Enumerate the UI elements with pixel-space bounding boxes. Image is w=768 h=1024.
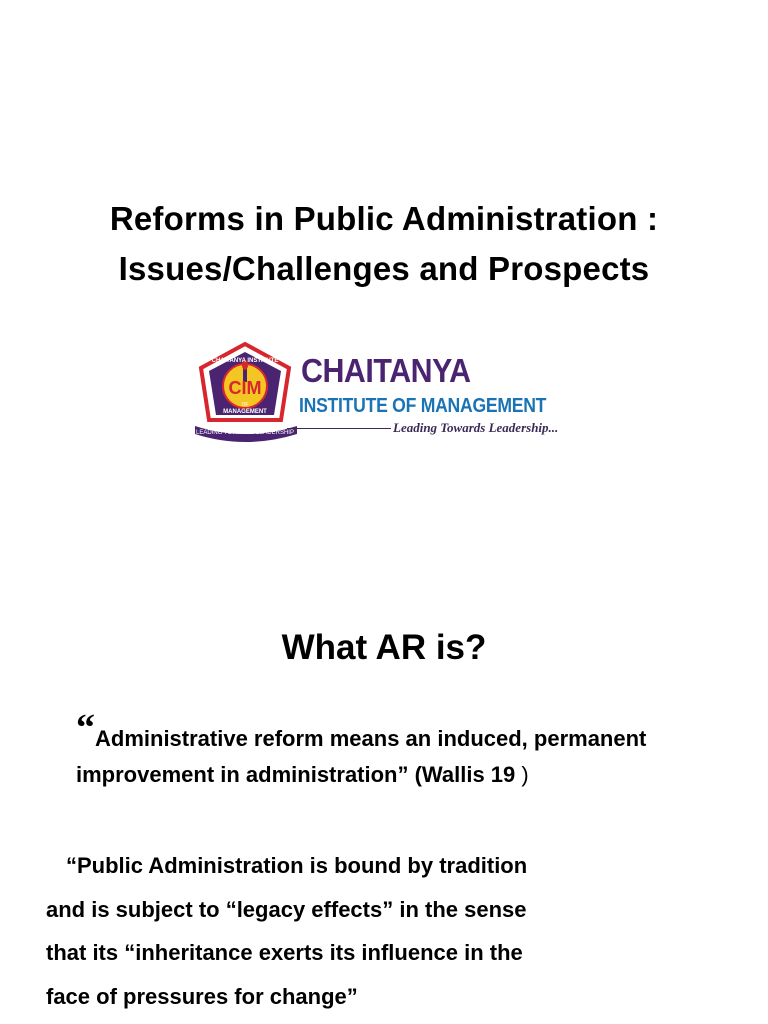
quote-text: Administrative reform means an induced, permanent improvement in administration” (Wallis 19 bbox=[76, 726, 647, 787]
title-line-1: Reforms in Public Administration : bbox=[109, 200, 659, 237]
title-line-2: Issues/Challenges and Prospects bbox=[118, 250, 650, 287]
slide-2 bbox=[0, 520, 768, 1024]
emblem-top-text: CHAITANYA INSTITUTE bbox=[211, 358, 279, 364]
quote-tradition bbox=[46, 844, 746, 1018]
emblem-management: MANAGEMENT bbox=[223, 409, 267, 415]
quote-line: “Public Administration is bound by tradition bbox=[66, 853, 528, 878]
emblem-ribbon-text: LEADING TOWARDS LEADERSHIP bbox=[196, 430, 294, 436]
quote-line: that its “inheritance exerts its influence in the bbox=[46, 940, 523, 965]
logo-subtitle: INSTITUTE OF MANAGEMENT bbox=[299, 395, 547, 417]
quote-line: face of pressures for change” bbox=[46, 983, 358, 1009]
logo-divider bbox=[287, 428, 391, 429]
slide-title bbox=[0, 194, 768, 294]
slide-title: What AR is? bbox=[281, 628, 487, 667]
open-quote-mark: “ bbox=[76, 707, 95, 749]
quote-close-paren: ) bbox=[515, 762, 529, 787]
emblem-letters: CIM bbox=[228, 378, 262, 398]
quote-line: and is subject to “legacy effects” in the sense bbox=[46, 896, 527, 922]
logo-name: CHAITANYA bbox=[301, 352, 471, 389]
institute-logo bbox=[193, 338, 575, 442]
emblem-of: OF bbox=[241, 402, 249, 408]
logo-tagline: Leading Towards Leadership... bbox=[393, 420, 559, 435]
quote-wallis bbox=[76, 707, 766, 793]
